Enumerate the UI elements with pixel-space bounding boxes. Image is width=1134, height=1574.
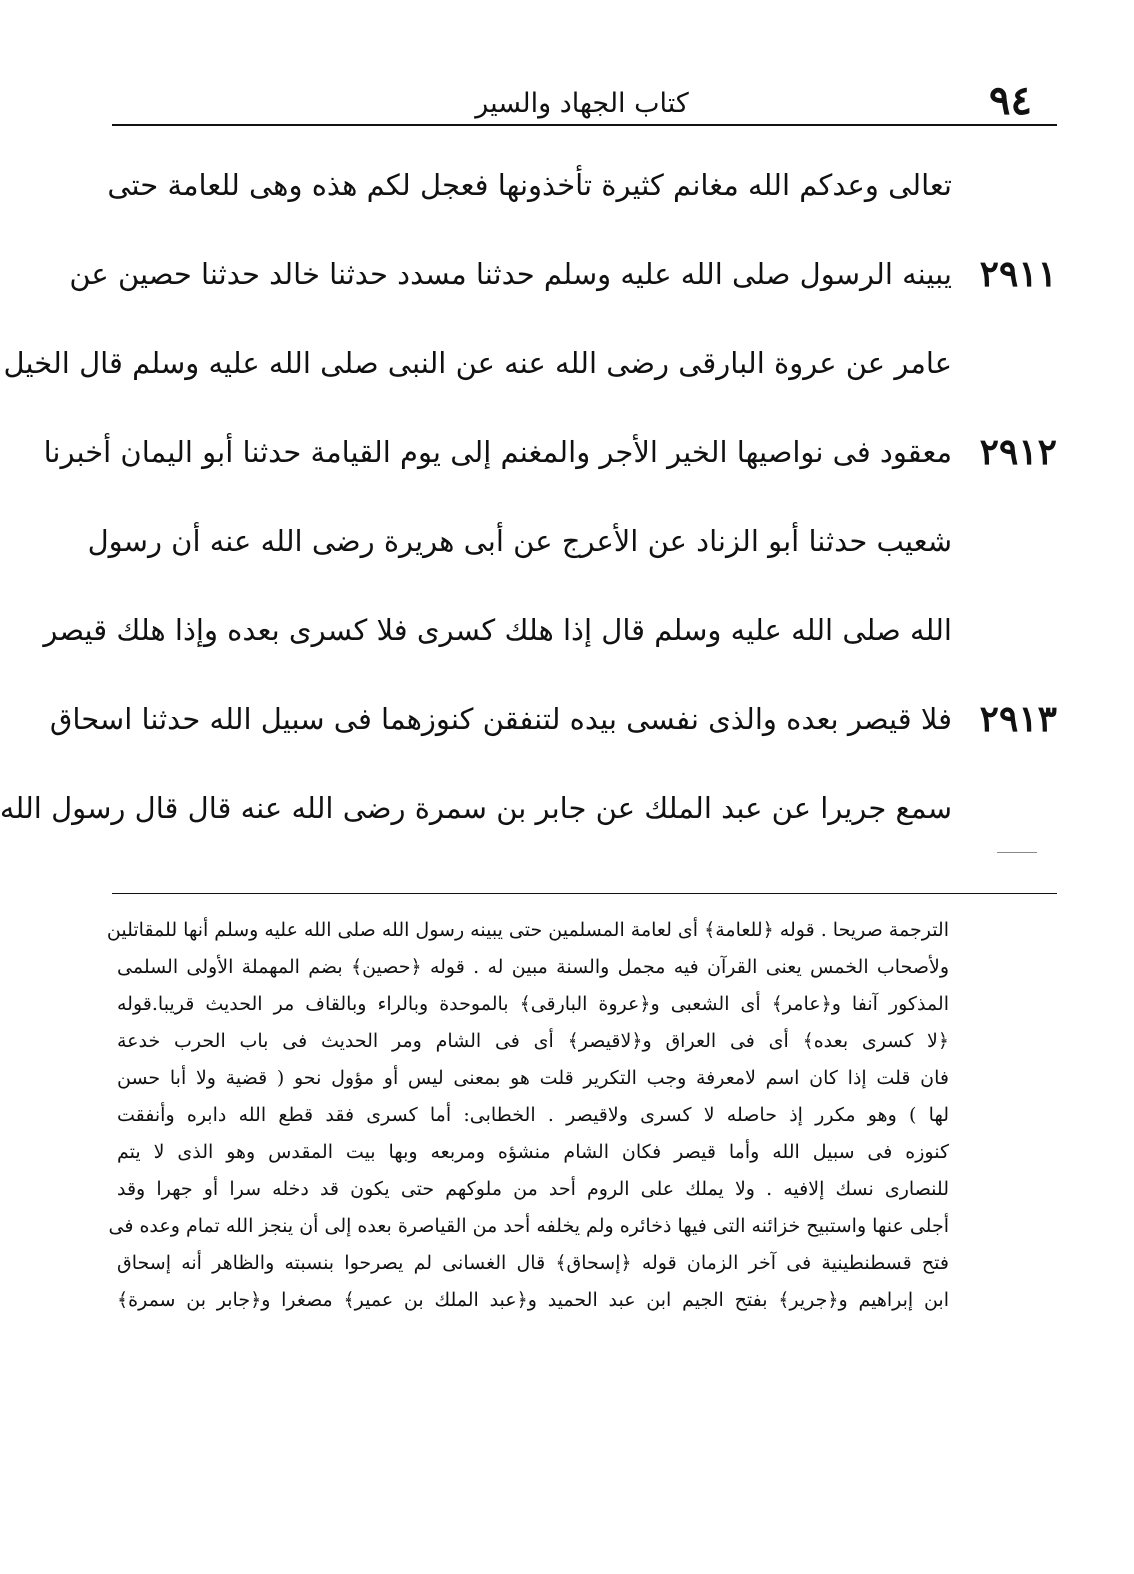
line-text: شعيب حدثنا أبو الزناد عن الأعرج عن أبى هريرة رضى الله عنه أن رسول [87,523,952,558]
text-line [43,585,1057,674]
commentary-line: ابن إبراهيم و﴿جرير﴾ بفتح الجيم ابن عبد الحميد و﴿عبد الملك بن عمير﴾ مصغرا و﴿جابر بن سمرة﴾ [117,1289,949,1311]
commentary-line: فان قلت إذا كان اسم لامعرفة وجب التكرير قلت هو بمعنى ليس أو مؤول نحو ( قضية ولا أبا حسن [117,1067,949,1089]
page-header [112,78,1052,124]
line-text: الله صلى الله عليه وسلم قال إذا هلك كسرى فلا كسرى بعده وإذا هلك قيصر [43,612,952,647]
margin-dash [997,852,1037,853]
text-line [43,407,1057,496]
line-text: فلا قيصر بعده والذى نفسى بيده لتنفقن كنوزهما فى سبيل الله حدثنا اسحاق [49,701,952,736]
commentary-line: كنوزه فى سبيل الله وأما قيصر فكان الشام منشؤه ومربعه وبها بيت المقدس وهو الذى لا يتم [117,1141,949,1163]
commentary-line: ﴿لا كسرى بعده﴾ أى فى العراق و﴿لاقيصر﴾ أى فى الشام ومر الحديث فى باب الحرب خدعة [117,1030,949,1052]
text-line [3,318,1057,407]
commentary-line: للنصارى نسك إلافيه . ولا يملك على الروم أحد من ملوكهم حتى يكون قد دخله سرا أو جهرا وقد [117,1178,949,1200]
commentary-line: الترجمة صريحا . قوله ﴿للعامة﴾ أى لعامة المسلمين حتى يبينه رسول الله صلى الله عليه وسلم أنها للمقاتلين [106,919,949,941]
line-text: عامر عن عروة البارقى رضى الله عنه عن النبى صلى الله عليه وسلم قال الخيل [3,345,952,380]
commentary [106,912,949,1319]
header-divider [112,124,1057,126]
text-line [69,229,1057,318]
text-line [49,674,1057,763]
hadith-number: ٢٩١٢ [979,430,1057,473]
commentary-line: لها ) وهو مكرر إذ حاصله لا كسرى ولاقيصر . الخطابى: أما كسرى فقد قطع الله دابره وأنفقت [117,1104,949,1126]
line-text: تعالى وعدكم الله مغانم كثيرة تأخذونها فعجل لكم هذه وهى للعامة حتى [107,167,952,202]
text-line [0,763,1057,852]
hadith-number: ٢٩١٣ [979,697,1057,740]
line-text: سمع جريرا عن عبد الملك عن جابر بن سمرة رضى الله عنه قال قال رسول الله [0,790,952,825]
hadith-number: ٢٩١١ [979,252,1057,295]
commentary-line: فتح قسطنطينية فى آخر الزمان قوله ﴿إسحاق﴾ قال الغسانى لم يصرحوا بنسبته والظاهر أنه إسحاق [117,1252,949,1274]
text-line [87,496,1057,585]
footnote-divider [112,893,1057,894]
commentary-line: أجلى عنها واستبيح خزائنه التى فيها ذخائره ولم يخلفه أحد من القياصرة بعده إلى أن ينجز الله تمام وعده فى [108,1215,949,1237]
main-text [0,140,1057,852]
line-text: معقود فى نواصيها الخير الأجر والمغنم إلى يوم القيامة حدثنا أبو اليمان أخبرنا [43,434,952,469]
page-number: ٩٤ [989,77,1032,124]
line-text: يبينه الرسول صلى الله عليه وسلم حدثنا مسدد حدثنا خالد حدثنا حصين عن [69,256,952,291]
chapter-title: كتاب الجهاد والسير [475,88,689,119]
commentary-line: المذكور آنفا و﴿عامر﴾ أى الشعبى و﴿عروة البارقى﴾ بالموحدة وبالراء وبالقاف مر الحديث قريبا.قوله [117,993,949,1015]
text-line [107,140,1057,229]
commentary-line: ولأصحاب الخمس يعنى القرآن فيه مجمل والسنة مبين له . قوله ﴿حصين﴾ بضم المهملة الأولى السلمى [117,956,949,978]
